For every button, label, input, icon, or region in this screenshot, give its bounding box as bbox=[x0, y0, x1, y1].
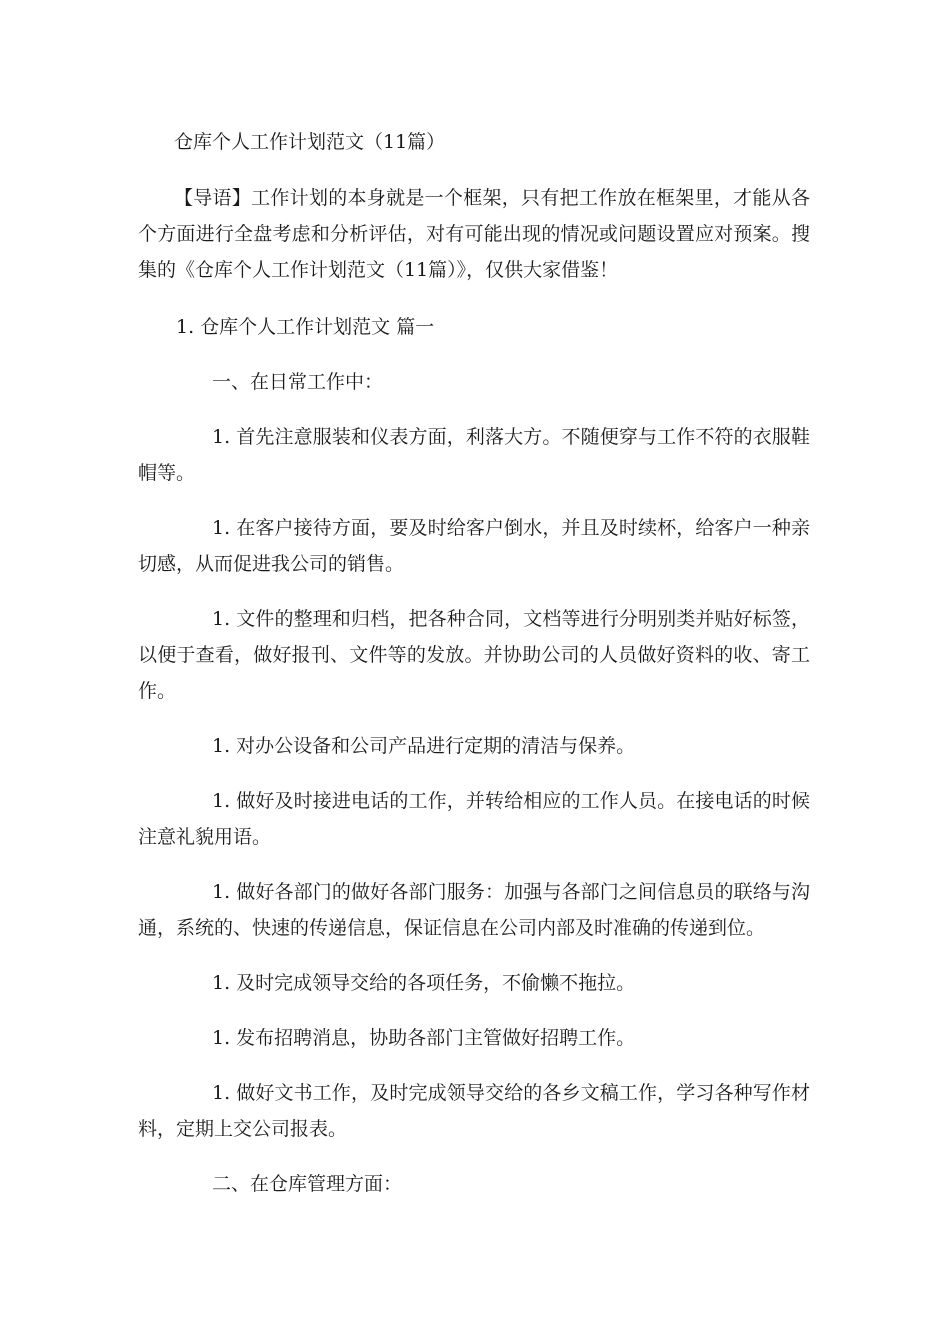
list-item: 1. 对办公设备和公司产品进行定期的清洁与保养。 bbox=[212, 735, 636, 757]
list-item: 1. 做好及时接进电话的工作，并转给相应的工作人员。在接电话的时候注意礼貌用语。 bbox=[138, 790, 810, 848]
list-item: 1. 首先注意服装和仪表方面，利落大方。不随便穿与工作不符的衣服鞋帽等。 bbox=[138, 426, 810, 484]
list-item: 1. 发布招聘消息，协助各部门主管做好招聘工作。 bbox=[212, 1027, 636, 1049]
document-title: 仓库个人工作计划范文（11篇） bbox=[174, 131, 446, 153]
list-item: 1. 及时完成领导交给的各项任务，不偷懒不拖拉。 bbox=[212, 972, 636, 994]
heading-daily-work: 一、在日常工作中： bbox=[212, 371, 384, 393]
section-title: 1. 仓库个人工作计划范文 篇一 bbox=[176, 316, 435, 338]
list-item: 1. 文件的整理和归档，把各种合同，文档等进行分明别类并贴好标签，以便于查看，做好报刊、文件等的发放。并协助公司的人员做好资料的收、寄工作。 bbox=[138, 608, 810, 702]
list-item: 1. 做好文书工作，及时完成领导交给的各乡文稿工作，学习各种写作材料，定期上交公司报表。 bbox=[138, 1082, 810, 1140]
intro-paragraph: 【导语】工作计划的本身就是一个框架，只有把工作放在框架里，才能从各个方面进行全盘考虑和分析评估，对有可能出现的情况或问题设置应对预案。搜集的《仓库个人工作计划范文（11篇）》，仅供大家借鉴！ bbox=[138, 187, 810, 281]
document-page bbox=[138, 124, 810, 1221]
heading-warehouse-management: 二、在仓库管理方面： bbox=[212, 1173, 403, 1195]
list-item: 1. 在客户接待方面，要及时给客户倒水，并且及时续杯，给客户一种亲切感，从而促进我公司的销售。 bbox=[138, 517, 810, 575]
list-item: 1. 做好各部门的做好各部门服务：加强与各部门之间信息员的联络与沟通，系统的、快速的传递信息，保证信息在公司内部及时准确的传递到位。 bbox=[138, 881, 810, 939]
